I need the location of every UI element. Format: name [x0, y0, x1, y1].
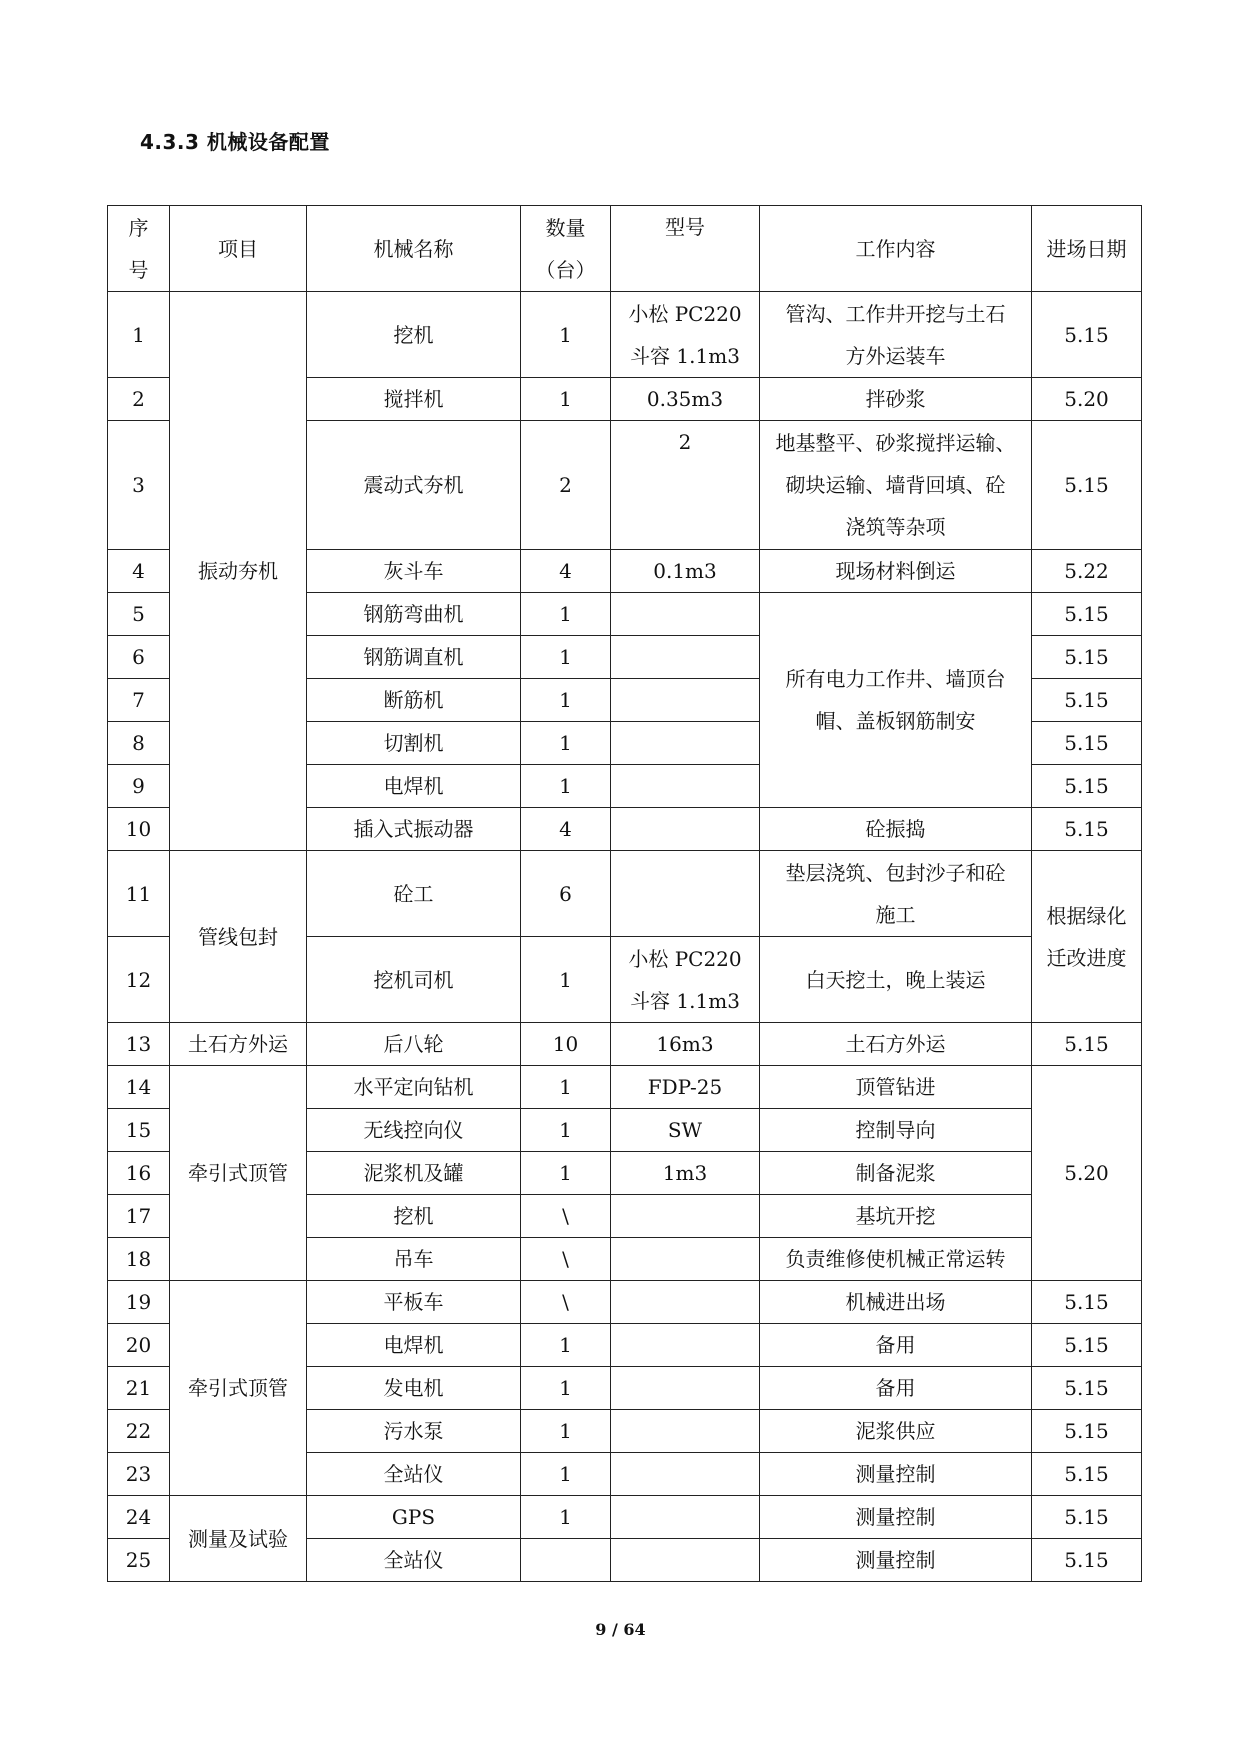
table-row [108, 1281, 1142, 1324]
row-date: 5.15 [1032, 1539, 1142, 1582]
row-work: 现场材料倒运 [760, 550, 1032, 593]
row-model [611, 1238, 760, 1281]
row-model [611, 1496, 760, 1539]
row-machine-name: 钢筋调直机 [307, 636, 521, 679]
cell-line: 斗容 1.1m3 [630, 988, 740, 1013]
row-machine-name: 发电机 [307, 1367, 521, 1410]
row-model [611, 636, 760, 679]
row-model [611, 808, 760, 851]
row-work: 砼振捣 [760, 808, 1032, 851]
header-model: 型号 [611, 206, 760, 292]
cell-line: 数量 [545, 215, 586, 240]
table-row [108, 851, 1142, 937]
row-work: 制备泥浆 [760, 1152, 1032, 1195]
row-model: 0.1m3 [611, 550, 760, 593]
row-work: 白天挖土，晚上装运 [760, 937, 1032, 1023]
row-work: 测量控制 [760, 1453, 1032, 1496]
row-work: 机械进出场 [760, 1281, 1032, 1324]
row-date: 5.15 [1032, 1324, 1142, 1367]
cell-line: （台） [535, 257, 596, 282]
row-machine-name: 钢筋弯曲机 [307, 593, 521, 636]
equipment-table [107, 205, 1142, 1582]
row-work: 负责维修使机械正常运转 [760, 1238, 1032, 1281]
row-qty: 1 [521, 636, 611, 679]
cell-line: 施工 [875, 902, 916, 927]
row-date: 5.22 [1032, 550, 1142, 593]
row-seq: 8 [108, 722, 170, 765]
row-qty: 1 [521, 1109, 611, 1152]
row-work: 控制导向 [760, 1109, 1032, 1152]
row-model [611, 1367, 760, 1410]
row-qty: 1 [521, 378, 611, 421]
row-model [611, 1539, 760, 1582]
row-qty: 4 [521, 808, 611, 851]
cell-line: 地基整平、砂浆搅拌运输、 [775, 431, 1016, 455]
row-machine-name: 砼工 [307, 851, 521, 937]
table-row [108, 206, 1142, 292]
row-qty: 6 [521, 851, 611, 937]
row-machine-name: 全站仪 [307, 1539, 521, 1582]
row-qty: 1 [521, 1367, 611, 1410]
row-model [611, 1324, 760, 1367]
row-seq: 20 [108, 1324, 170, 1367]
row-date: 5.20 [1032, 1066, 1142, 1281]
cell-line: 小松 PC220 [628, 946, 742, 971]
row-work: 测量控制 [760, 1496, 1032, 1539]
row-work [760, 292, 1032, 378]
row-model [611, 292, 760, 378]
row-seq: 7 [108, 679, 170, 722]
header-date: 进场日期 [1032, 206, 1142, 292]
row-seq: 16 [108, 1152, 170, 1195]
row-qty: 1 [521, 1410, 611, 1453]
row-seq: 3 [108, 421, 170, 550]
header-qty [521, 206, 611, 292]
row-machine-name: 水平定向钻机 [307, 1066, 521, 1109]
row-model [611, 765, 760, 808]
row-model: SW [611, 1109, 760, 1152]
row-machine-name: GPS [307, 1496, 521, 1539]
table-row [108, 1066, 1142, 1109]
row-seq: 10 [108, 808, 170, 851]
row-machine-name: 污水泵 [307, 1410, 521, 1453]
header-item: 项目 [170, 206, 307, 292]
row-qty: 1 [521, 593, 611, 636]
row-machine-name: 插入式振动器 [307, 808, 521, 851]
row-qty: 1 [521, 292, 611, 378]
cell-line: 垫层浇筑、包封沙子和砼 [785, 860, 1006, 885]
row-qty [521, 1539, 611, 1582]
row-qty: 1 [521, 722, 611, 765]
cell-line: 方外运装车 [845, 343, 946, 368]
row-work: 顶管钻进 [760, 1066, 1032, 1109]
cell-line: 号 [128, 257, 149, 282]
row-qty: 1 [521, 1066, 611, 1109]
header-name: 机械名称 [307, 206, 521, 292]
row-machine-name: 断筋机 [307, 679, 521, 722]
row-qty: \ [521, 1281, 611, 1324]
row-date: 5.15 [1032, 1410, 1142, 1453]
row-seq: 17 [108, 1195, 170, 1238]
row-seq: 22 [108, 1410, 170, 1453]
row-work: 基坑开挖 [760, 1195, 1032, 1238]
row-qty: 1 [521, 1152, 611, 1195]
row-work: 泥浆供应 [760, 1410, 1032, 1453]
row-date: 5.15 [1032, 636, 1142, 679]
cell-line: 帽、盖板钢筋制安 [815, 709, 976, 733]
row-qty: 10 [521, 1023, 611, 1066]
row-seq: 24 [108, 1496, 170, 1539]
table-row [108, 292, 1142, 378]
row-date: 5.15 [1032, 1023, 1142, 1066]
row-machine-name: 电焊机 [307, 765, 521, 808]
row-qty: \ [521, 1238, 611, 1281]
header-work: 工作内容 [760, 206, 1032, 292]
row-seq: 13 [108, 1023, 170, 1066]
row-seq: 9 [108, 765, 170, 808]
table-row [108, 1023, 1142, 1066]
row-date: 5.15 [1032, 593, 1142, 636]
row-date: 5.15 [1032, 1367, 1142, 1410]
row-work [760, 851, 1032, 937]
row-machine-name: 搅拌机 [307, 378, 521, 421]
row-seq: 21 [108, 1367, 170, 1410]
row-qty: 1 [521, 679, 611, 722]
row-model: 16m3 [611, 1023, 760, 1066]
row-date: 5.15 [1032, 679, 1142, 722]
group-cell: 牵引式顶管 [170, 1281, 307, 1496]
row-work: 土石方外运 [760, 1023, 1032, 1066]
table-row [108, 1496, 1142, 1539]
cell-line: 序 [128, 215, 149, 240]
group-cell: 振动夯机 [170, 292, 307, 851]
cell-line: 根据绿化 [1046, 903, 1127, 928]
group-cell: 管线包封 [170, 851, 307, 1023]
row-date: 5.15 [1032, 1281, 1142, 1324]
row-work: 测量控制 [760, 1539, 1032, 1582]
row-seq: 5 [108, 593, 170, 636]
row-date: 5.15 [1032, 421, 1142, 550]
row-seq: 18 [108, 1238, 170, 1281]
row-date: 5.15 [1032, 1496, 1142, 1539]
cell-line: 小松 PC220 [628, 301, 742, 326]
group-cell: 土石方外运 [170, 1023, 307, 1066]
row-work: 拌砂浆 [760, 378, 1032, 421]
row-model [611, 1410, 760, 1453]
header-seq [108, 206, 170, 292]
row-seq: 14 [108, 1066, 170, 1109]
row-qty: 2 [521, 421, 611, 550]
section-heading: 4.3.3 机械设备配置 [140, 130, 330, 154]
cell-line: 所有电力工作井、墙顶台 [785, 667, 1006, 691]
page-number: 9 / 64 [595, 1620, 646, 1639]
row-seq: 19 [108, 1281, 170, 1324]
row-seq: 15 [108, 1109, 170, 1152]
row-machine-name: 挖机 [307, 1195, 521, 1238]
row-machine-name: 泥浆机及罐 [307, 1152, 521, 1195]
row-model: 1m3 [611, 1152, 760, 1195]
row-date: 5.15 [1032, 808, 1142, 851]
row-model [611, 1453, 760, 1496]
row-work [760, 421, 1032, 550]
row-machine-name: 震动式夯机 [307, 421, 521, 550]
row-model [611, 593, 760, 636]
row-machine-name: 吊车 [307, 1238, 521, 1281]
row-model [611, 722, 760, 765]
cell-line: 迁改进度 [1046, 945, 1127, 970]
row-seq: 1 [108, 292, 170, 378]
row-model: 0.35m3 [611, 378, 760, 421]
row-model: 2 [611, 421, 760, 550]
cell-line: 斗容 1.1m3 [630, 343, 740, 368]
row-date: 5.15 [1032, 292, 1142, 378]
row-qty: 1 [521, 1453, 611, 1496]
row-machine-name: 切割机 [307, 722, 521, 765]
row-seq: 2 [108, 378, 170, 421]
row-model [611, 937, 760, 1023]
row-date: 5.15 [1032, 1453, 1142, 1496]
row-date [1032, 851, 1142, 1023]
group-cell: 牵引式顶管 [170, 1066, 307, 1281]
row-machine-name: 挖机司机 [307, 937, 521, 1023]
row-qty: 1 [521, 1324, 611, 1367]
row-model [611, 851, 760, 937]
row-machine-name: 无线控向仪 [307, 1109, 521, 1152]
row-qty: 1 [521, 1496, 611, 1539]
row-work [760, 593, 1032, 808]
row-seq: 4 [108, 550, 170, 593]
row-seq: 11 [108, 851, 170, 937]
group-cell: 测量及试验 [170, 1496, 307, 1582]
row-machine-name: 后八轮 [307, 1023, 521, 1066]
row-model: FDP-25 [611, 1066, 760, 1109]
cell-line: 管沟、工作井开挖与土石 [785, 301, 1006, 326]
row-seq: 6 [108, 636, 170, 679]
row-seq: 12 [108, 937, 170, 1023]
row-date: 5.20 [1032, 378, 1142, 421]
row-qty: 4 [521, 550, 611, 593]
row-model [611, 1281, 760, 1324]
row-machine-name: 灰斗车 [307, 550, 521, 593]
row-qty: 1 [521, 937, 611, 1023]
row-machine-name: 平板车 [307, 1281, 521, 1324]
row-model [611, 679, 760, 722]
row-qty: \ [521, 1195, 611, 1238]
row-work: 备用 [760, 1367, 1032, 1410]
row-seq: 23 [108, 1453, 170, 1496]
row-seq: 25 [108, 1539, 170, 1582]
cell-line: 砌块运输、墙背回填、砼 [785, 473, 1006, 497]
row-date: 5.15 [1032, 765, 1142, 808]
row-date: 5.15 [1032, 722, 1142, 765]
row-machine-name: 挖机 [307, 292, 521, 378]
row-machine-name: 电焊机 [307, 1324, 521, 1367]
row-qty: 1 [521, 765, 611, 808]
row-model [611, 1195, 760, 1238]
row-machine-name: 全站仪 [307, 1453, 521, 1496]
cell-line: 浇筑等杂项 [845, 515, 946, 539]
row-work: 备用 [760, 1324, 1032, 1367]
